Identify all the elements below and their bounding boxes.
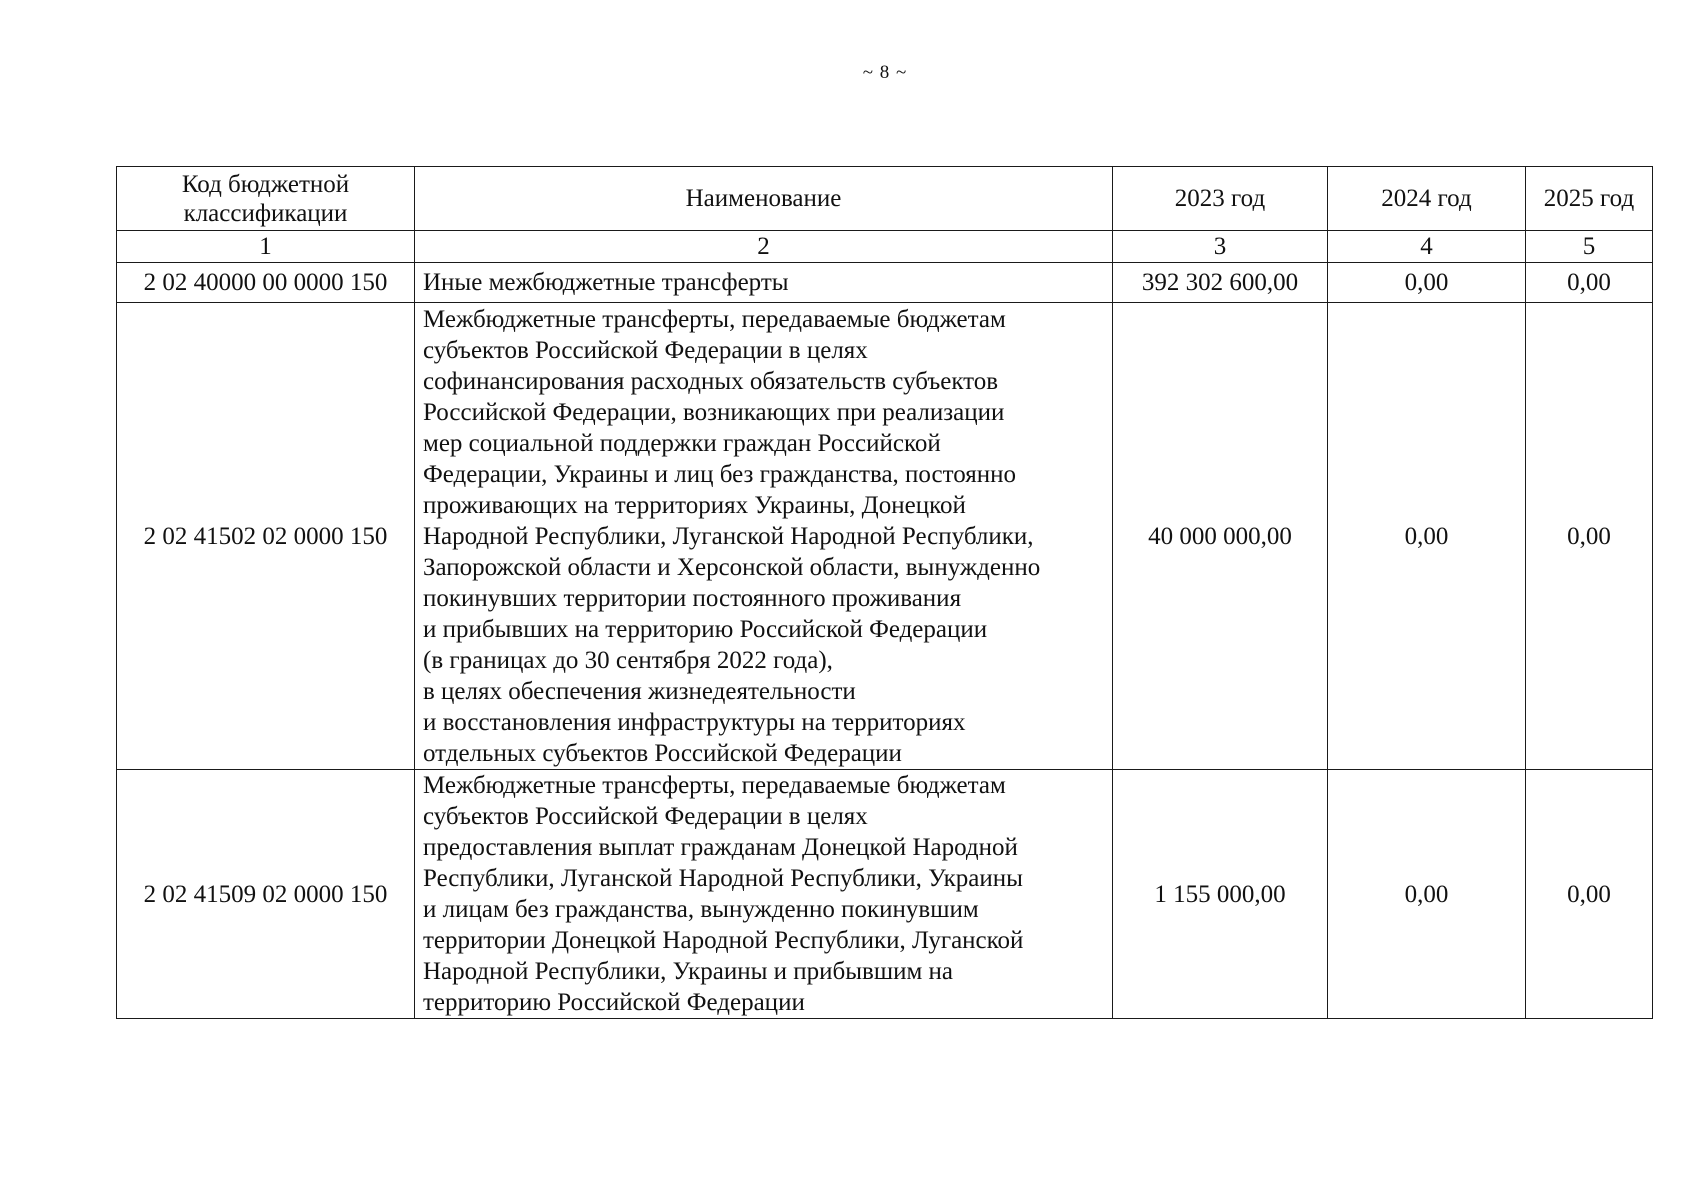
row-amount-2025: 0,00 xyxy=(1526,263,1653,303)
name-line: Межбюджетные трансферты, передаваемые бюджетам xyxy=(423,772,1006,799)
row-amount-2023: 392 302 600,00 xyxy=(1113,263,1328,303)
name-line: территорию Российской Федерации xyxy=(423,989,805,1016)
row-code: 2 02 40000 00 0000 150 xyxy=(117,263,415,303)
name-line: в целях обеспечения жизнедеятельности xyxy=(423,677,856,705)
name-line: субъектов Российской Федерации в целях xyxy=(423,336,868,364)
table-header-row xyxy=(117,167,1653,231)
page-number: ~ 8 ~ xyxy=(862,62,908,83)
name-line: предоставления выплат гражданам Донецкой Народной xyxy=(423,834,1018,861)
name-line: территории Донецкой Народной Республики, Луганской xyxy=(423,927,1024,954)
name-line: Народной Республики, Луганской Народной Республики, xyxy=(423,522,1034,550)
name-line: и лицам без гражданства, вынужденно покинувшим xyxy=(423,896,979,923)
name-line: Федерации, Украины и лиц без гражданства, постоянно xyxy=(423,460,1017,488)
row-name xyxy=(415,770,1113,1019)
name-line: Межбюджетные трансферты, передаваемые бюджетам xyxy=(423,305,1006,333)
table-row xyxy=(117,263,1653,303)
row-amount-2024: 0,00 xyxy=(1328,303,1526,770)
name-line: покинувших территории постоянного проживания xyxy=(423,584,962,612)
row-code: 2 02 41502 02 0000 150 xyxy=(117,303,415,770)
column-number-row xyxy=(117,231,1653,263)
row-amount-2023: 40 000 000,00 xyxy=(1113,303,1328,770)
row-code: 2 02 41509 02 0000 150 xyxy=(117,770,415,1019)
name-line: софинансирования расходных обязательств субъектов xyxy=(423,367,999,395)
name-line: и восстановления инфраструктуры на территориях xyxy=(423,708,966,736)
budget-table xyxy=(116,166,1653,1019)
header-2024: 2024 год xyxy=(1328,167,1526,231)
table-row xyxy=(117,770,1653,1019)
column-number: 4 xyxy=(1328,231,1526,263)
name-line: отдельных субъектов Российской Федерации xyxy=(423,739,902,767)
column-number: 5 xyxy=(1526,231,1653,263)
column-number: 2 xyxy=(415,231,1113,263)
header-2025: 2025 год xyxy=(1526,167,1653,231)
column-number: 1 xyxy=(117,231,415,263)
name-line: Российской Федерации, возникающих при реализации xyxy=(423,398,1005,426)
header-code: Код бюджетной классификации xyxy=(117,167,415,231)
name-line: и прибывших на территорию Российской Федерации xyxy=(423,615,988,643)
name-line: (в границах до 30 сентября 2022 года), xyxy=(423,646,833,674)
name-line: Республики, Луганской Народной Республики, Украины xyxy=(423,865,1023,892)
row-amount-2024: 0,00 xyxy=(1328,263,1526,303)
name-line: мер социальной поддержки граждан Российской xyxy=(423,429,941,457)
name-line: Запорожской области и Херсонской области, вынужденно xyxy=(423,553,1041,581)
name-line: Народной Республики, Украины и прибывшим на xyxy=(423,958,954,985)
column-number: 3 xyxy=(1113,231,1328,263)
row-amount-2025: 0,00 xyxy=(1526,303,1653,770)
header-name: Наименование xyxy=(415,167,1113,231)
row-amount-2024: 0,00 xyxy=(1328,770,1526,1019)
name-line: проживающих на территориях Украины, Донецкой xyxy=(423,491,966,519)
row-amount-2023: 1 155 000,00 xyxy=(1113,770,1328,1019)
row-name xyxy=(415,303,1113,770)
row-amount-2025: 0,00 xyxy=(1526,770,1653,1019)
header-2023: 2023 год xyxy=(1113,167,1328,231)
row-name: Иные межбюджетные трансферты xyxy=(415,263,1113,303)
table-row xyxy=(117,303,1653,770)
name-line: субъектов Российской Федерации в целях xyxy=(423,803,868,830)
